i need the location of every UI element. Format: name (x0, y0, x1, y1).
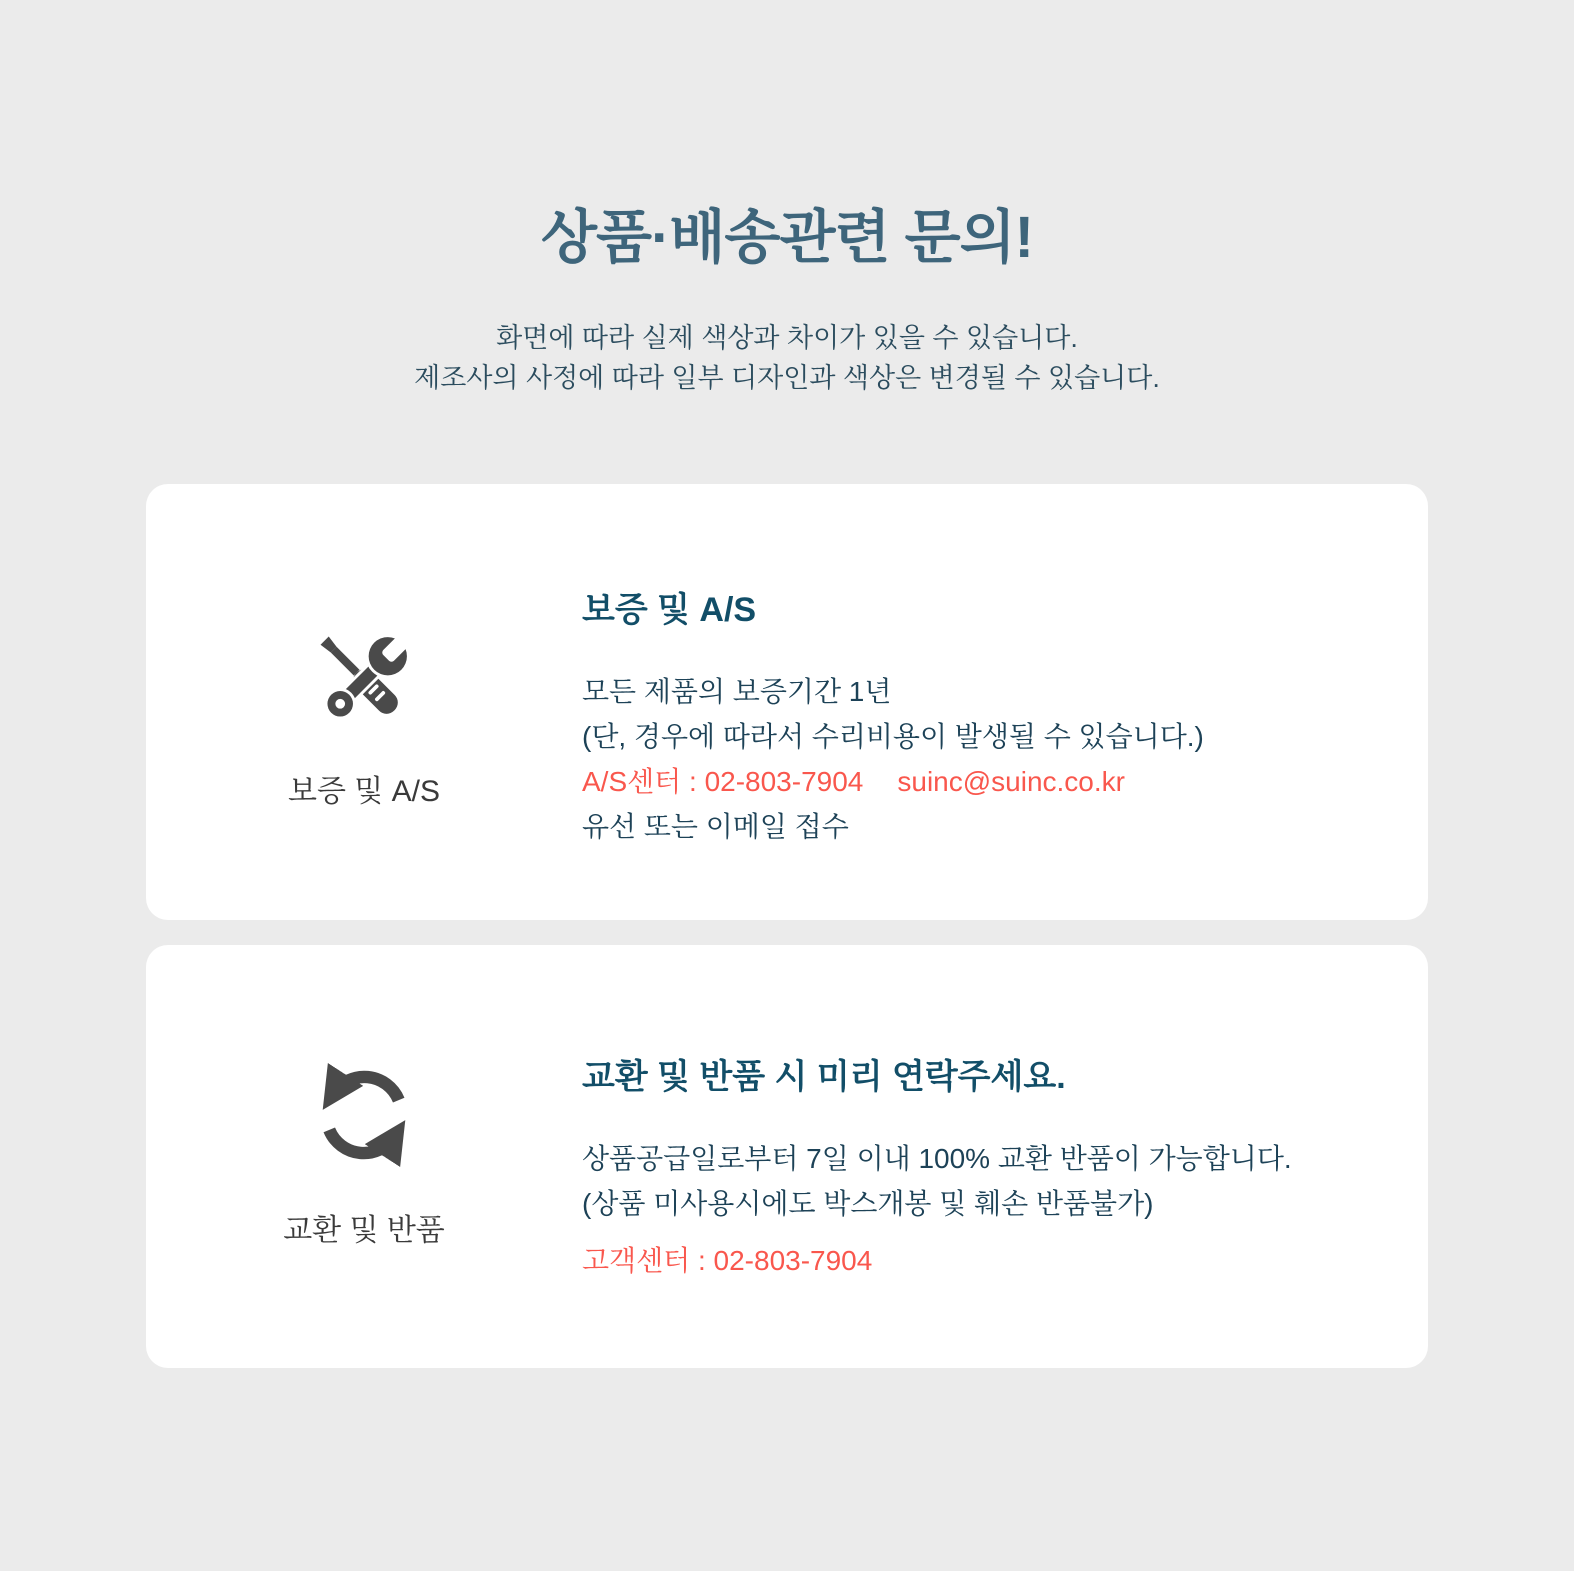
exchange-card (146, 945, 1428, 1368)
warranty-card-text-column (582, 484, 1428, 920)
as-center-email: suinc@suinc.co.kr (897, 766, 1125, 797)
warranty-card (146, 484, 1428, 920)
subtitle-line: 제조사의 사정에 따라 일부 디자인과 색상은 변경될 수 있습니다. (414, 363, 1160, 393)
tools-icon (306, 622, 422, 738)
exchange-body-line: (상품 미사용시에도 박스개봉 및 훼손 반품불가) (582, 1188, 1154, 1219)
customer-center-phone: 고객센터 : 02-803-7904 (582, 1245, 873, 1276)
page-title: 상품·배송관련 문의! (541, 205, 1033, 270)
exchange-icon (302, 1053, 426, 1177)
exchange-body-line: 상품공급일로부터 7일 이내 100% 교환 반품이 가능합니다. (582, 1143, 1292, 1174)
warranty-body-line: (단, 경우에 따라서 수리비용이 발생될 수 있습니다.) (582, 721, 1204, 752)
as-center-phone: A/S센터 : 02-803-7904 (582, 766, 864, 797)
exchange-icon-caption: 교환 및 반품 (283, 1214, 445, 1247)
exchange-card-text-column (582, 945, 1428, 1368)
page-subtitle (0, 318, 1574, 398)
warranty-heading: 보증 및 A/S (582, 591, 757, 629)
warranty-contact-line (582, 759, 1388, 804)
exchange-card-icon-column (146, 945, 582, 1368)
warranty-card-icon-column (146, 484, 582, 920)
exchange-heading: 교환 및 반품 시 미리 연락주세요. (582, 1058, 1066, 1096)
warranty-footer-line: 유선 또는 이메일 접수 (582, 811, 849, 842)
warranty-body-line: 모든 제품의 보증기간 1년 (582, 676, 892, 707)
warranty-icon-caption: 보증 및 A/S (288, 775, 440, 808)
subtitle-line: 화면에 따라 실제 색상과 차이가 있을 수 있습니다. (496, 323, 1078, 353)
